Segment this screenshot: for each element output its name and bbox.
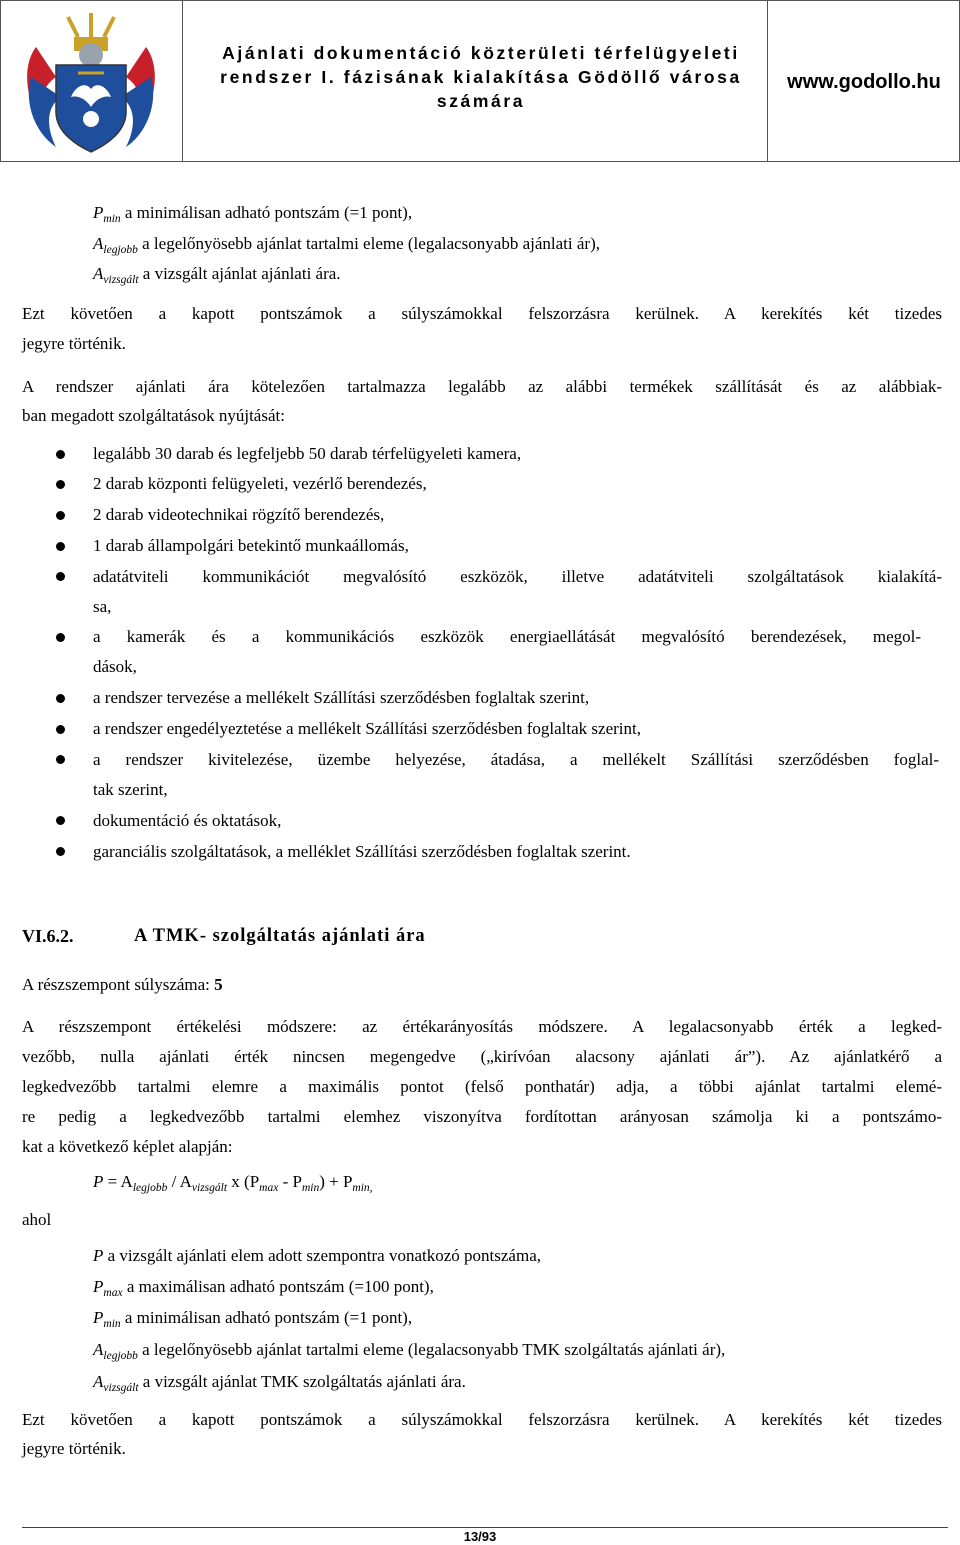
method-paragraph-line: kat a következő képlet alapján:	[22, 1137, 233, 1156]
page-header	[0, 0, 960, 165]
header-url-cell	[768, 0, 960, 162]
list-item: dokumentáció és oktatások,	[93, 811, 282, 830]
bullet-dot	[56, 511, 65, 520]
logo-cell	[0, 0, 183, 162]
list-item: a rendszer tervezése a mellékelt Szállítási szerződésben foglaltak szerint,	[93, 688, 590, 707]
footer-divider	[22, 1527, 948, 1528]
list-item: a rendszer kivitelezése, üzembe helyezése, átadása, a mellékelt Szállítási szerződésben foglal-	[93, 750, 939, 769]
scoring-formula: $P = A_{legjobb} / A_{vizsgált}$ x $(P_{max} - P_{min}) + P_{min,}$	[93, 1172, 373, 1194]
bullet-dot	[56, 572, 65, 581]
rounding-paragraph-line: Ezt követően a kapott pontszámok a súlyszámokkal felszorzásra kerülnek. A kerekítés két tizedes	[22, 1410, 942, 1429]
rounding-paragraph-line: Ezt követően a kapott pontszámok a súlyszámokkal felszorzásra kerülnek. A kerekítés két tizedes	[22, 304, 942, 323]
system-paragraph-line: A rendszer ajánlati ára kötelezően tartalmazza legalább az alábbi termékek szállítását és az alábbiak-	[22, 377, 942, 396]
weight-line: A részszempont súlyszáma: 5	[22, 975, 223, 994]
bullet-dot	[56, 542, 65, 551]
definition-a-legjobb: $A_{legjobb}$ a legelőnyösebb ajánlat tartalmi eleme (legalacsonyabb ajánlati ár),	[93, 234, 600, 256]
list-item: adatátviteli kommunikációt megvalósító eszközök, illetve adatátviteli szolgáltatások kialakítá-	[93, 567, 942, 586]
method-paragraph-line: vezőbb, nulla ajánlati érték nincsen megengedve („kirívóan alacsony ajánlati ár”). Az ajánlatkérő a	[22, 1047, 942, 1066]
definition-p-max: $P_{max}$ a maximálisan adható pontszám (=100 pont),	[93, 1277, 434, 1299]
ahol-label: ahol	[22, 1210, 52, 1229]
rounding-paragraph-line: jegyre történik.	[22, 1439, 126, 1458]
bullet-dot	[56, 450, 65, 459]
definition-p-min: $P_{min}$ a minimálisan adható pontszám (=1 pont),	[93, 203, 413, 225]
section-number: VI.6.2.	[22, 926, 74, 946]
definition-p: P a vizsgált ajánlati elem adott szempontra vonatkozó pontszáma,	[93, 1246, 541, 1265]
list-item-continuation: dások,	[93, 657, 137, 676]
bullet-dot	[56, 633, 65, 642]
list-item: a rendszer engedélyeztetése a mellékelt Szállítási szerződésben foglaltak szerint,	[93, 719, 641, 738]
definition-a-legjobb: $A_{legjobb}$ a legelőnyösebb ajánlat tartalmi eleme (legalacsonyabb TMK szolgáltatás ajánlati ár),	[93, 1340, 726, 1362]
section-title: A TMK- szolgáltatás ajánlati ára	[134, 926, 426, 946]
list-item-continuation: tak szerint,	[93, 780, 168, 799]
list-item: a kamerák és a kommunikációs eszközök energiaellátását megvalósító berendezések, megol-	[93, 627, 921, 646]
system-paragraph-line: ban megadott szolgáltatások nyújtását:	[22, 406, 285, 425]
list-item: 1 darab állampolgári betekintő munkaállomás,	[93, 536, 409, 555]
bullet-dot	[56, 480, 65, 489]
bullet-dot	[56, 694, 65, 703]
header-title-cell	[183, 0, 768, 162]
bullet-dot	[56, 816, 65, 825]
list-item: 2 darab videotechnikai rögzítő berendezés,	[93, 505, 385, 524]
website-url: www.godollo.hu	[787, 71, 941, 93]
list-item-continuation: sa,	[93, 597, 112, 616]
rounding-paragraph-line: jegyre történik.	[22, 334, 126, 353]
list-item: legalább 30 darab és legfeljebb 50 darab térfelügyeleti kamera,	[93, 444, 522, 463]
coat-of-arms-icon	[16, 7, 166, 157]
bullet-dot	[56, 725, 65, 734]
list-item: 2 darab központi felügyeleti, vezérlő berendezés,	[93, 474, 427, 493]
bullet-dot	[56, 847, 65, 856]
method-paragraph-line: A részszempont értékelési módszere: az értékarányosítás módszere. A legalacsonyabb érték a legked-	[22, 1017, 942, 1036]
list-item: garanciális szolgáltatások, a melléklet Szállítási szerződésben foglaltak szerint.	[93, 842, 631, 861]
definition-a-vizsgalt: $A_{vizsgált}$ a vizsgált ajánlat TMK szolgáltatás ajánlati ára.	[93, 1372, 466, 1394]
definition-a-vizsgalt: $A_{vizsgált}$ a vizsgált ajánlat ajánlati ára.	[93, 264, 341, 286]
document-title: Ajánlati dokumentáció közterületi térfelügyeleti rendszer I. fázisának kialakítása Gödöllő városa számára	[220, 43, 742, 111]
method-paragraph-line: re pedig a legkedvezőbb tartalmi elemhez viszonyítva fordítottan arányosan számolja ki a pontszámo-	[22, 1107, 942, 1126]
page-number: 13/93	[463, 1529, 497, 1544]
definition-p-min: $P_{min}$ a minimálisan adható pontszám (=1 pont),	[93, 1308, 413, 1330]
method-paragraph-line: legkedvezőbb tartalmi elemre a maximális pontot (felső ponthatár) adja, a többi ajánlat tartalmi elemé-	[22, 1077, 942, 1096]
bullet-dot	[56, 755, 65, 764]
